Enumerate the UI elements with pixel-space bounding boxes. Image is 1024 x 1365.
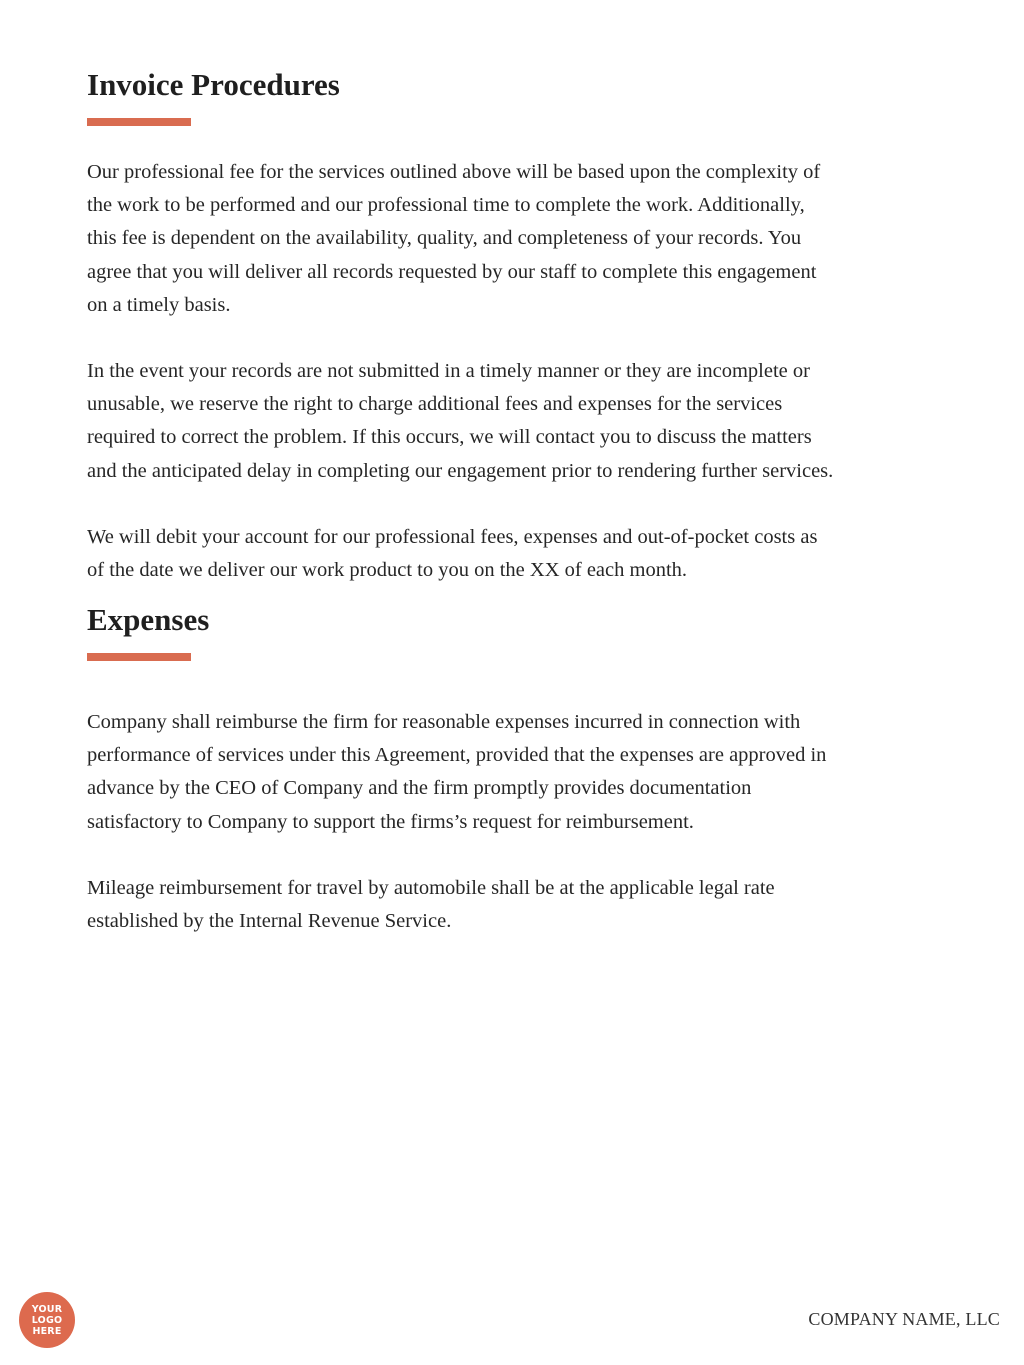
logo-text-line: LOGO bbox=[31, 1314, 63, 1326]
text-line: on a timely basis. bbox=[87, 293, 231, 316]
text-line: agree that you will deliver all records requested by our staff to complete this engagement bbox=[87, 260, 817, 283]
logo-text-line: YOUR bbox=[31, 1303, 63, 1315]
text-line: of the date we deliver our work product to you on the XX of each month. bbox=[87, 559, 688, 582]
section-invoice-procedures bbox=[87, 66, 947, 587]
section-expenses bbox=[87, 601, 947, 938]
invoice-paragraph-records bbox=[87, 355, 947, 488]
text-line: satisfactory to Company to support the firms’s request for reimbursement. bbox=[87, 810, 694, 833]
text-line: In the event your records are not submitted in a timely manner or they are incomplete or bbox=[87, 360, 810, 383]
invoice-paragraphs bbox=[87, 156, 947, 587]
text-line: the work to be performed and our professional time to complete the work. Additionally, bbox=[87, 194, 805, 217]
heading-invoice-procedures: Invoice Procedures bbox=[87, 67, 340, 102]
expenses-paragraph-mileage bbox=[87, 872, 947, 938]
logo-text-line: HERE bbox=[32, 1325, 62, 1337]
text-line: established by the Internal Revenue Service. bbox=[87, 910, 452, 933]
text-line: Company shall reimburse the firm for reasonable expenses incurred in connection with bbox=[87, 711, 801, 733]
text-line: advance by the CEO of Company and the firm promptly provides documentation bbox=[87, 777, 752, 800]
text-line: Our professional fee for the services outlined above will be based upon the complexity of bbox=[87, 161, 821, 183]
heading-underline-bar bbox=[87, 118, 191, 126]
heading-underline-bar bbox=[87, 653, 191, 661]
text-line: unusable, we reserve the right to charge additional fees and expenses for the services bbox=[87, 393, 783, 416]
footer-company-name: COMPANY NAME, LLC bbox=[808, 1309, 1000, 1329]
text-line: this fee is dependent on the availability, quality, and completeness of your records. You bbox=[87, 227, 802, 250]
text-line: Mileage reimbursement for travel by automobile shall be at the applicable legal rate bbox=[87, 876, 775, 899]
invoice-paragraph-fee bbox=[87, 156, 947, 322]
expenses-paragraph-reimburse bbox=[87, 706, 947, 839]
invoice-paragraph-debit bbox=[87, 521, 947, 587]
company-logo bbox=[19, 1292, 75, 1348]
text-line: performance of services under this Agreement, provided that the expenses are approved in bbox=[87, 744, 827, 767]
heading-expenses: Expenses bbox=[87, 602, 210, 637]
expenses-paragraphs bbox=[87, 706, 947, 938]
text-line: and the anticipated delay in completing our engagement prior to rendering further services. bbox=[87, 459, 834, 482]
text-line: required to correct the problem. If this occurs, we will contact you to discuss the matters bbox=[87, 426, 812, 449]
text-line: We will debit your account for our professional fees, expenses and out-of-pocket costs as bbox=[87, 525, 818, 548]
